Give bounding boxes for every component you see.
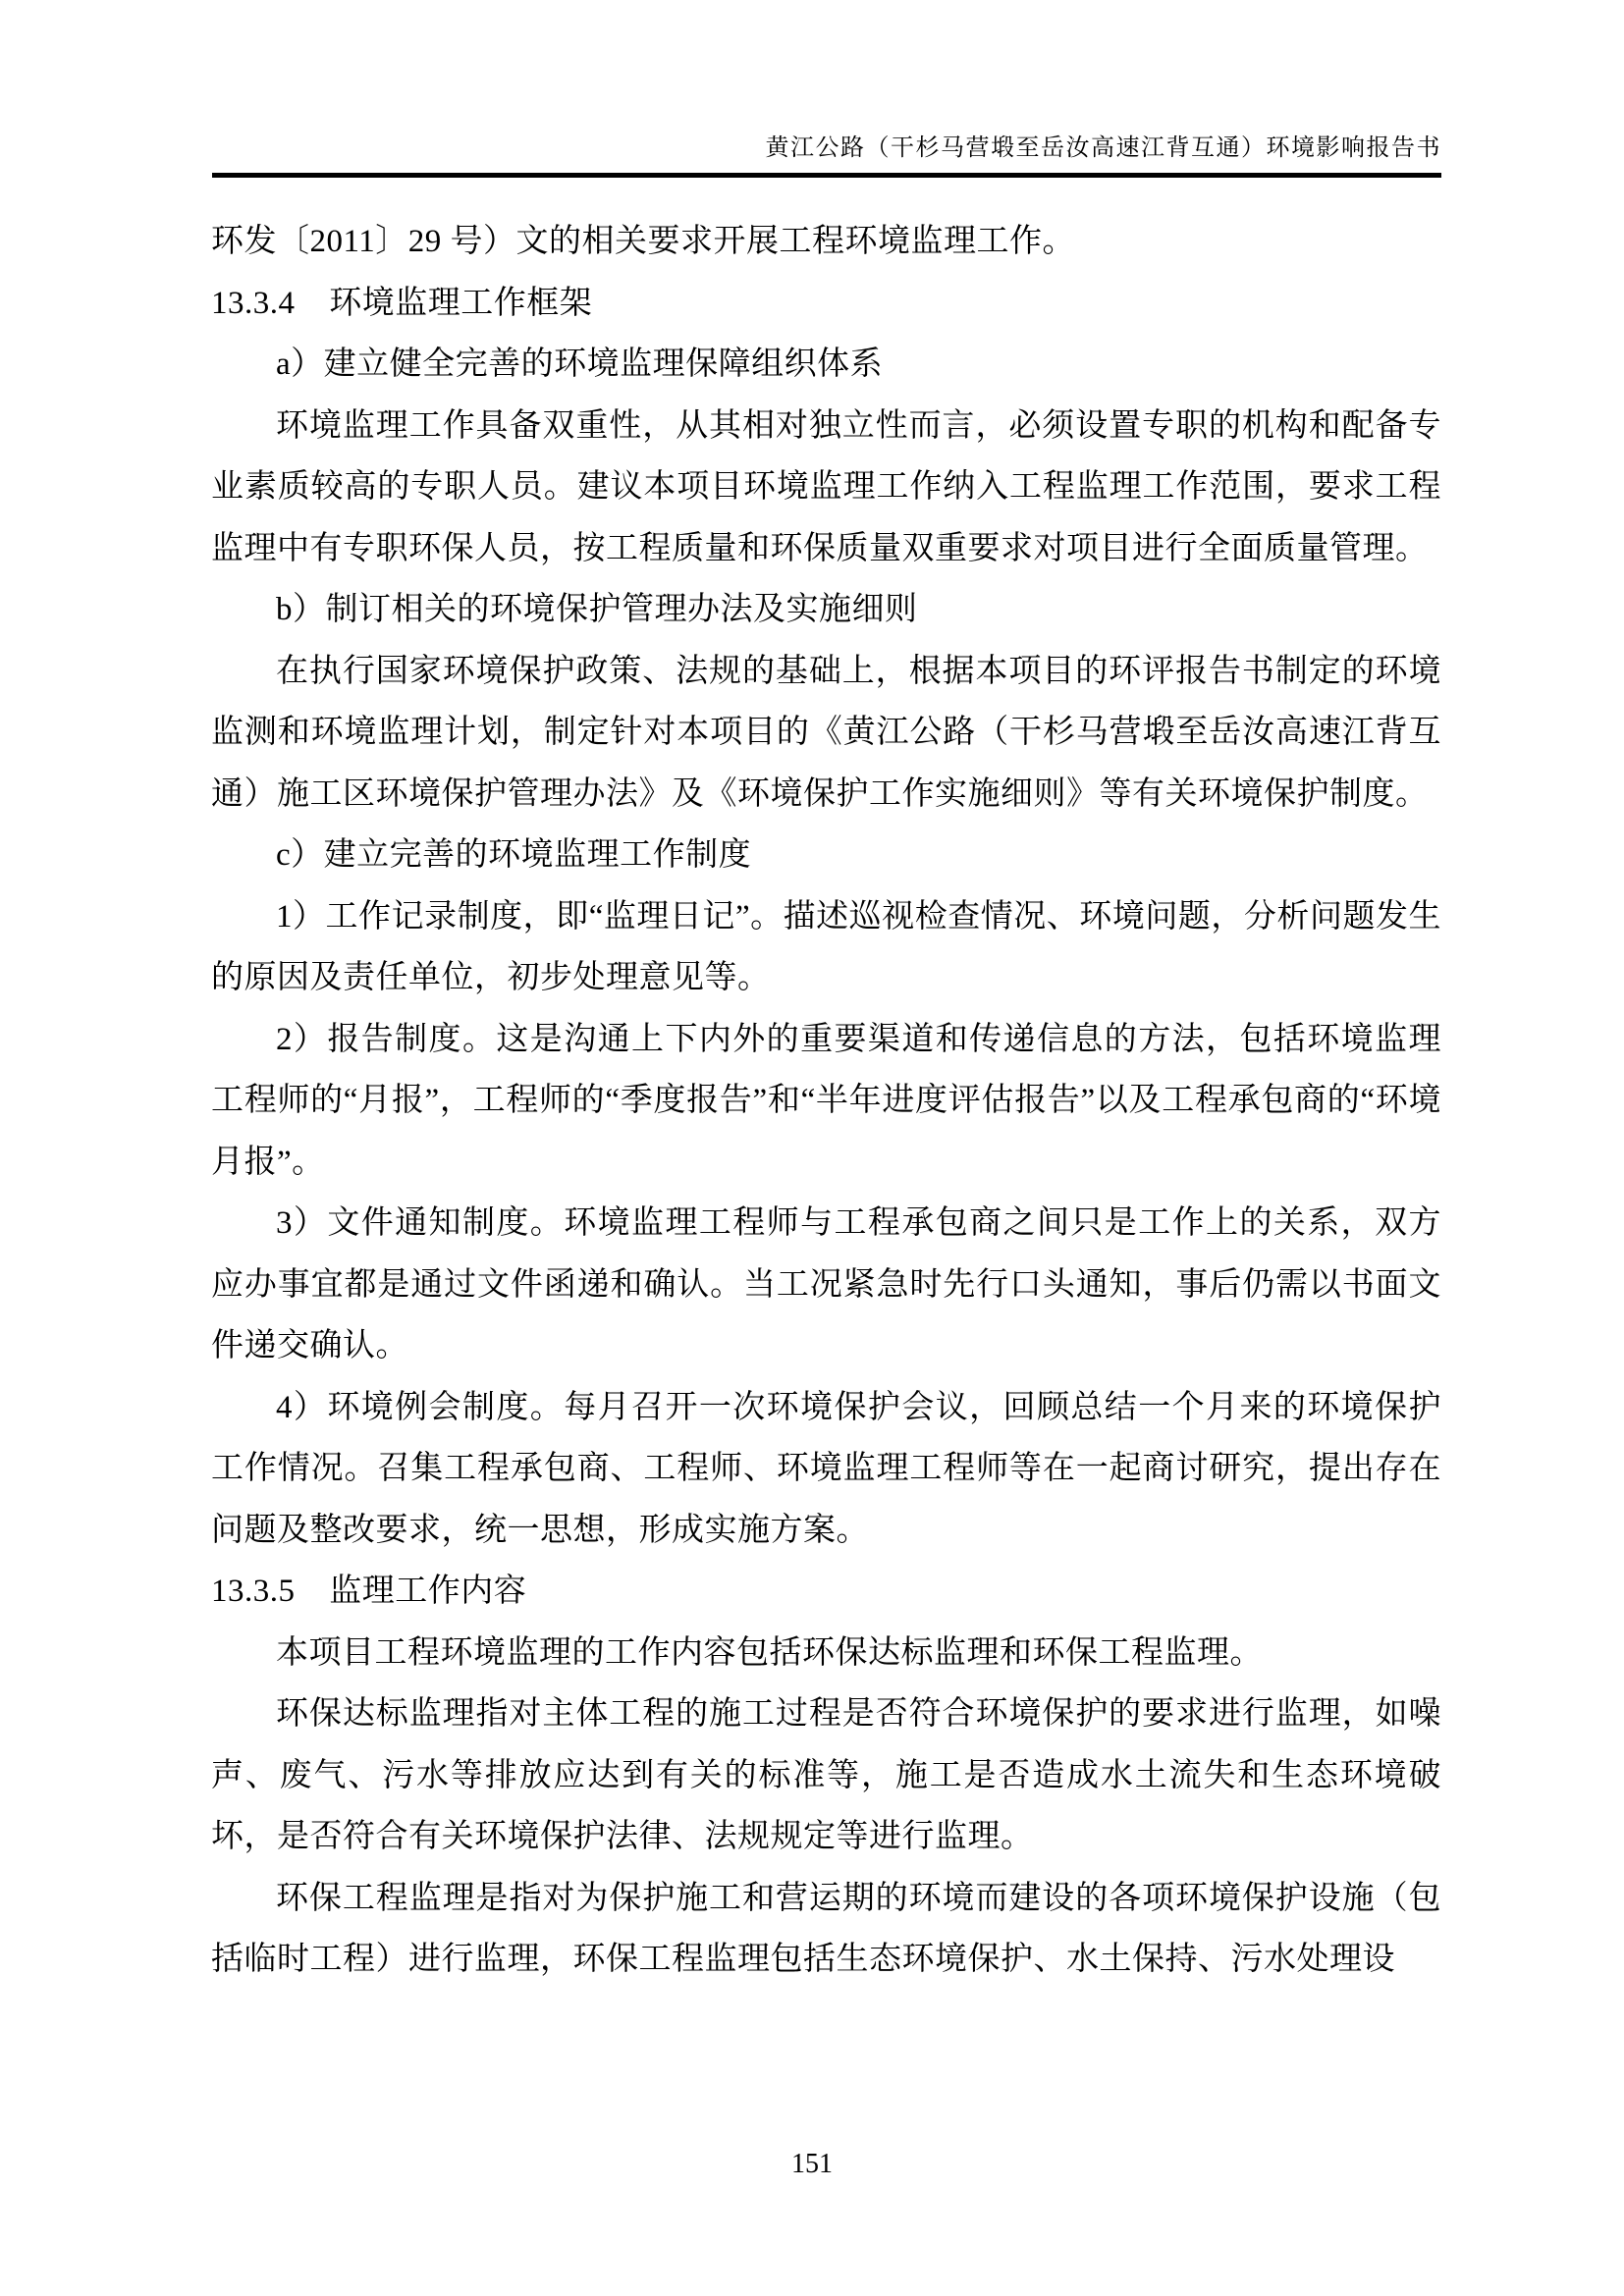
page-footer [0, 2148, 1624, 2181]
document-body [211, 211, 1441, 1991]
list-item-3: 3）文件通知制度。环境监理工程师与工程承包商之间只是工作上的关系，双方应办事宜都是通过文件函递和确认。当工况紧急时先行口头通知，事后仍需以书面文件递交确认。 [211, 1205, 1441, 1363]
page-number: 151 [791, 2149, 833, 2179]
paragraph-continuation: 环发〔2011〕29 号）文的相关要求开展工程环境监理工作。 [211, 224, 1076, 259]
list-item-1: 1）工作记录制度，即“监理日记”。描述巡视检查情况、环境问题，分析问题发生的原因及责任单位，初步处理意见等。 [211, 898, 1441, 995]
list-item-c: c）建立完善的环境监理工作制度 [276, 837, 752, 873]
section-number: 13.3.4 [211, 285, 296, 321]
section-number: 13.3.5 [211, 1574, 296, 1609]
paragraph: 环保达标监理指对主体工程的施工过程是否符合环境保护的要求进行监理，如噪声、废气、污水等排放应达到有关的标准等，施工是否造成水土流失和生态环境破坏，是否符合有关环境保护法律、法规规定等进行监理。 [211, 1696, 1441, 1854]
running-header [212, 132, 1441, 178]
paragraph-truncated: 环保工程监理是指对为保护施工和营运期的环境而建设的各项环境保护设施（包括临时工程）进行监理，环保工程监理包括生态环境保护、水土保持、污水处理设 [211, 1880, 1441, 1977]
list-item-4: 4）环境例会制度。每月召开一次环境保护会议，回顾总结一个月来的环境保护工作情况。召集工程承包商、工程师、环境监理工程师等在一起商讨研究，提出存在问题及整改要求，统一思想，形成实施方案。 [211, 1389, 1441, 1548]
list-item-a: a）建立健全完善的环境监理保障组织体系 [276, 347, 884, 382]
section-title: 监理工作内容 [329, 1574, 527, 1609]
section-heading-13-3-4 [211, 273, 1441, 335]
list-item-2: 2）报告制度。这是沟通上下内外的重要渠道和传递信息的方法，包括环境监理工程师的“月报”，工程师的“季度报告”和“半年进度评估报告”以及工程承包商的“环境月报”。 [211, 1021, 1441, 1180]
section-heading-13-3-5 [211, 1561, 1441, 1623]
running-header-title: 黄江公路（干杉马营塅至岳汝高速江背互通）环境影响报告书 [765, 135, 1441, 161]
list-item-b: b）制订相关的环境保护管理办法及实施细则 [276, 592, 918, 627]
paragraph: 环境监理工作具备双重性，从其相对独立性而言，必须设置专职的机构和配备专业素质较高的专职人员。建议本项目环境监理工作纳入工程监理工作范围，要求工程监理中有专职环保人员，按工程质量和环保质量双重要求对项目进行全面质量管理。 [211, 407, 1441, 566]
section-title: 环境监理工作框架 [329, 285, 593, 321]
paragraph: 在执行国家环境保护政策、法规的基础上，根据本项目的环评报告书制定的环境监测和环境监理计划，制定针对本项目的《黄江公路（干杉马营塅至岳汝高速江背互通）施工区环境保护管理办法》及《环境保护工作实施细则》等有关环境保护制度。 [211, 653, 1441, 812]
paragraph: 本项目工程环境监理的工作内容包括环保达标监理和环保工程监理。 [276, 1634, 1263, 1671]
